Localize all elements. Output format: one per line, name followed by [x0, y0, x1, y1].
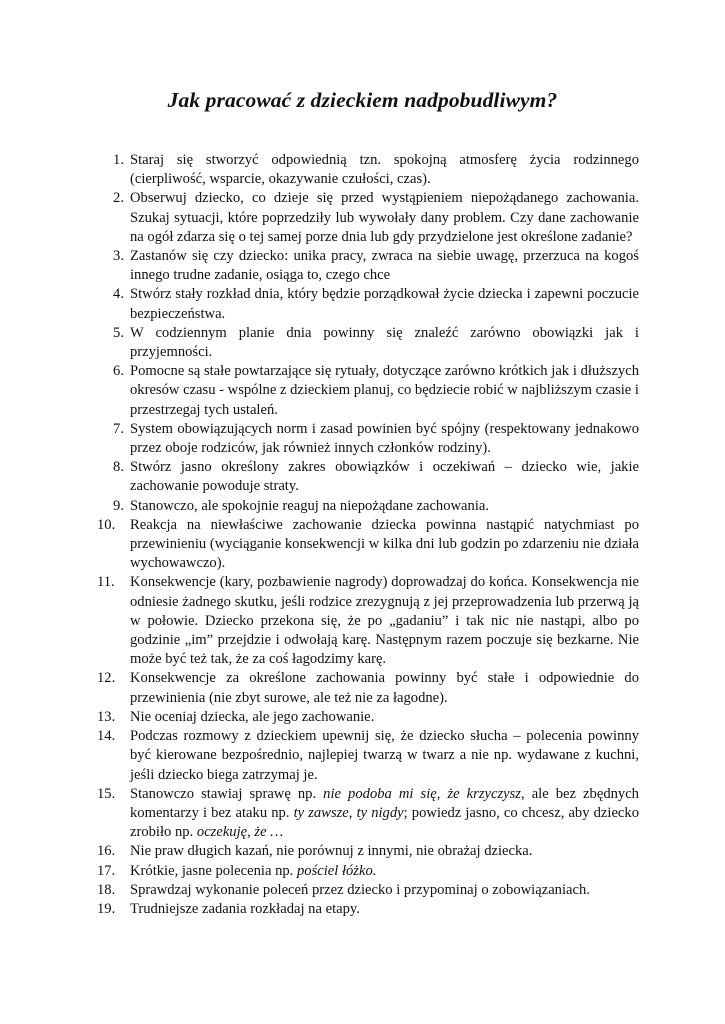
- item-number: 3.: [113, 248, 124, 265]
- list-item: [97, 247, 639, 285]
- item-text: Reakcja na niewłaściwe zachowanie dziecka powinna nastąpić natychmiast po przewinieniu (wyciąganie konsekwencji w kilka dni lub godzin po zdarzeniu nie działa wychowawczo).: [130, 516, 639, 572]
- item-text: Stwórz stały rozkład dnia, który będzie porządkował życie dziecka i zapewni poczucie bezpieczeństwa.: [130, 286, 639, 322]
- item-number: 9.: [113, 497, 124, 514]
- item-example-italic: nie podoba mi się, że krzyczysz: [323, 785, 521, 802]
- list-item: [97, 362, 639, 420]
- list-item: [97, 497, 639, 516]
- item-number: 1.: [113, 152, 124, 168]
- item-number: 17.: [97, 862, 116, 879]
- item-text: Konsekwencje (kary, pozbawienie nagrody) doprowadzaj do końca. Konsekwencja nie odniesie żadnego skutku, jeśli rodzice zrezygnują z jej przeprowadzenia lub przerwą ją w połowie. Dziecko przekona się, że po „gadaniu” i tak nic nie nastąpi, albo po godzinie „im” przejdzie i odwołają karę. Następnym razem poczuje się bezkarne. Nie może być też tak, że za coś łagodzimy karę.: [130, 574, 639, 668]
- list-item: [97, 189, 639, 247]
- list-item: [97, 420, 639, 458]
- item-text: Staraj się stworzyć odpowiednią tzn. spokojną atmosferę życia rodzinnego (cierpliwość, wsparcie, okazywanie czułości, czas).: [130, 152, 639, 188]
- item-text: Nie praw długich kazań, nie porównuj z innymi, nie obrażaj dziecka.: [130, 843, 533, 860]
- list-item: [97, 324, 639, 362]
- list-item: [97, 669, 639, 707]
- item-text: Zastanów się czy dziecko: unika pracy, zwraca na siebie uwagę, przerzuca na kogoś innego trudne zadanie, osiąga to, czego chce: [130, 248, 639, 284]
- item-example-italic: pościel łóżko.: [296, 862, 377, 879]
- item-example-italic: ty zawsze: [293, 804, 349, 821]
- item-number: 13.: [97, 708, 116, 725]
- list-item: [97, 842, 639, 861]
- item-number: 14.: [97, 728, 116, 745]
- list-item: [97, 727, 639, 785]
- list-item: [97, 881, 639, 900]
- item-text: Nie oceniaj dziecka, ale jego zachowanie.: [130, 708, 375, 725]
- item-text: Podczas rozmowy z dzieckiem upewnij się, że dziecko słucha – polecenia powinny być kierowane bezpośrednio, najlepiej twarzą w twarz a nie np. wydawane z kuchni, jeśli dziecko biega zatrzymaj je.: [130, 728, 639, 783]
- item-number: 6.: [113, 363, 124, 380]
- list-item: [97, 708, 639, 727]
- item-text: Trudniejsze zadania rozkładaj na etapy.: [130, 900, 360, 917]
- item-text-part: Krótkie, jasne polecenia np.: [130, 862, 297, 879]
- item-text-part: , ale bez zbędnych komentarzy i bez ataku np.: [130, 785, 639, 821]
- item-number: 18.: [97, 881, 116, 898]
- item-number: 5.: [113, 324, 124, 341]
- list-item: [97, 151, 639, 189]
- list-item: [97, 458, 639, 496]
- list-item: [97, 516, 639, 574]
- item-text-part: Stanowczo stawiaj sprawę np.: [130, 785, 324, 802]
- item-text: Stwórz jasno określony zakres obowiązków i oczekiwań – dziecko wie, jakie zachowanie powoduje straty.: [130, 459, 639, 495]
- item-text: Konsekwencje za określone zachowania powinny być stałe i odpowiednie do przewinienia (nie zbyt surowe, ale też nie za łagodne).: [130, 670, 639, 706]
- list-item: [97, 573, 639, 669]
- item-example-italic: ty nigdy: [356, 804, 404, 821]
- item-text: Obserwuj dziecko, co dzieje się przed wystąpieniem niepożądanego zachowania. Szukaj sytuacji, które poprzedziły lub wywołały dany problem. Czy dane zachowanie na ogół zdarza się o tej samej porze dnia lub gdy przydzielone jest określone zadanie?: [130, 190, 639, 245]
- item-number: 11.: [97, 574, 115, 591]
- item-number: 7.: [113, 420, 124, 437]
- item-text-part: ,: [348, 804, 357, 821]
- item-number: 19.: [97, 900, 116, 917]
- item-text-part: ; powiedz jasno, co chcesz, aby dziecko zrobiło np.: [130, 804, 640, 841]
- item-number: 8.: [113, 459, 124, 476]
- item-example-italic: oczekuję, że …: [196, 824, 284, 841]
- item-number: 2.: [113, 190, 124, 207]
- advice-list: [97, 151, 639, 919]
- document-title: Jak pracować z dzieckiem nadpobudliwym?: [167, 88, 558, 112]
- item-text: W codziennym planie dnia powinny się znaleźć zarówno obowiązki jak i przyjemności.: [130, 324, 639, 361]
- list-item: [97, 900, 639, 919]
- item-number: 12.: [97, 670, 116, 687]
- list-item: [97, 785, 639, 843]
- item-text: Stanowczo, ale spokojnie reaguj na niepożądane zachowania.: [130, 497, 490, 514]
- item-text: Sprawdzaj wykonanie poleceń przez dziecko i przypominaj o zobowiązaniach.: [130, 881, 590, 898]
- list-item: [97, 862, 639, 881]
- item-number: 15.: [97, 785, 116, 802]
- item-number: 10.: [97, 516, 116, 533]
- item-text: System obowiązujących norm i zasad powinien być spójny (respektowany jednakowo przez oboje rodziców, jak również innych członków rodziny).: [130, 420, 639, 457]
- item-text: Pomocne są stałe powtarzające się rytuały, dotyczące zarówno krótkich jak i dłuższych okresów czasu - wspólne z dzieckiem planuj, co będziecie robić w najbliższym czasie i przestrzegaj tych ustaleń.: [130, 363, 639, 418]
- item-number: 16.: [97, 843, 116, 860]
- list-item: [97, 285, 639, 323]
- item-number: 4.: [113, 286, 124, 303]
